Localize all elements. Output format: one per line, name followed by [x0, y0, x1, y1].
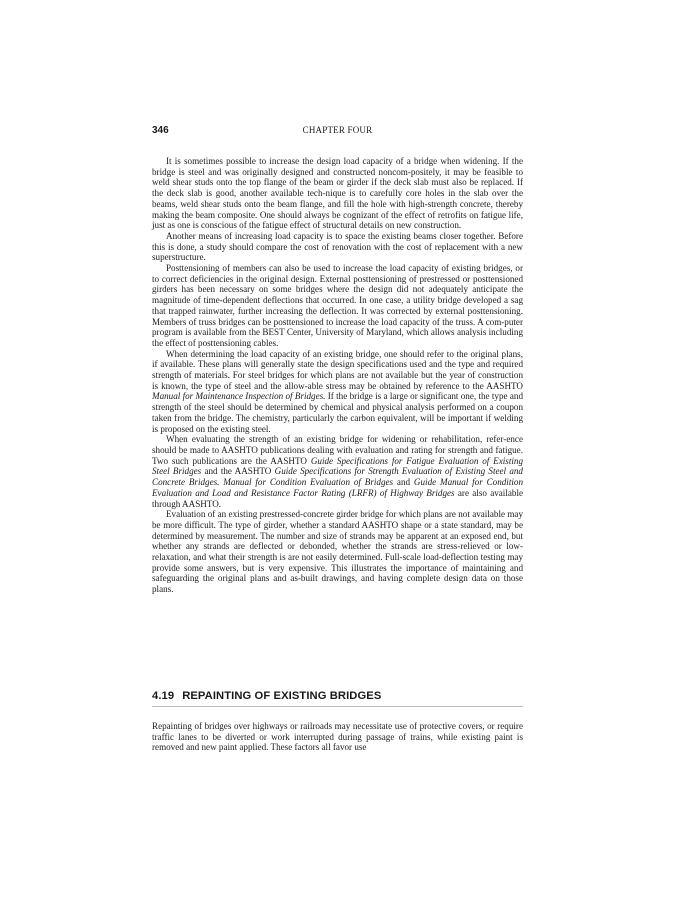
paragraph — [152, 231, 523, 263]
section-title: REPAINTING OF EXISTING BRIDGES — [182, 690, 382, 702]
section-heading — [152, 690, 523, 707]
paragraph — [152, 434, 523, 509]
paragraph-text: Posttensioning of members can also be used to increase the load capacity of existing bridges, or to correct deficiencies in the original design. External posttensioning of prestressed or posttensioned girders has been necessary on some bridges where the design did not adequately anticipate the magnitude of time-dependent deflections that occurred. In one case, a utility bridge developed a sag that trapped rainwater, further increasing the deflection. It was corrected by external posttensioning. Members of truss bridges can be posttensioned to increase the load capacity of the truss. A com-puter program is available from the BEST Center, University of Maryland, which allows analysis including the effect of posttensioning cables. — [152, 263, 523, 348]
chapter-title: CHAPTER FOUR — [302, 125, 373, 135]
paragraph — [152, 263, 523, 349]
paragraph-text: If the bridge is a large or significant one, the type and strength of the steel should be determined by chemical and physical analysis performed on a coupon taken from the bridge. The chemistry, particularly the carbon equivalent, will be important if welding is proposed on the existing steel. — [152, 391, 523, 434]
italic-title-text: Guide Manual for Condition Evaluation and Load and Resistance Factor Rating (LRFR) of Highway Bridges — [152, 477, 523, 498]
italic-title-text: Manual for Maintenance Inspection of Bridges. — [152, 391, 326, 402]
paragraph-text: are also available through AASHTO. — [152, 487, 524, 509]
italic-title-text: Guide Specifications for Strength Evaluation of Existing Steel and Concrete Bridges. Manual for Condition Evaluation of Bridges — [152, 466, 523, 488]
section-number: 4.19 — [152, 690, 175, 702]
paragraph-text: It is sometimes possible to increase the design load capacity of a bridge when widening. If the bridge is steel and was originally designed and constructed noncom-positely, it may be feasible to weld shear studs onto the top flange of the beam or girder if the deck slab must also be replaced. If the deck slab is good, another available tech-nique is to carefully core holes in the slab over the beams, weld shear studs onto the beam flange, and fill the hole with high-strength concrete, thereby making the beam composite. One should always be cognizant of the effect of retrofits on fatigue life, just as one is conscious of the fatigue effect of structural details on new construction. — [152, 156, 523, 231]
section-4-19 — [152, 690, 523, 753]
paragraph-text: When determining the load capacity of an existing bridge, one should refer to the original plans, if available. These plans will generally state the design specifications used and the type and required strength of materials. For steel bridges for which plans are not available but the year of construction is known, the type of steel and the allow-able stress may be obtained by reference to the AASHTO — [152, 348, 523, 391]
paragraph — [152, 509, 523, 595]
paragraph-text: and — [393, 477, 414, 488]
section-paragraph: Repainting of bridges over highways or railroads may necessitate use of protective covers, or require traffic lanes to be diverted or work interrupted during passage of trains, while existing paint is removed and new paint applied. These factors all favor use — [152, 721, 523, 753]
italic-title-text: Guide Specifications for Fatigue Evaluation of Existing Steel Bridges — [152, 455, 523, 477]
body-text — [152, 156, 523, 595]
paragraph — [152, 349, 523, 435]
paragraph-text: When evaluating the strength of an existing bridge for widening or rehabilitation, refer-ence should be made to AASHTO publications dealing with evaluation and rating for strength and fatigue. Two such publications are the AASHTO — [152, 434, 523, 466]
paragraph — [152, 156, 523, 231]
page-number: 346 — [152, 125, 169, 136]
paragraph-text: and the AASHTO — [201, 466, 275, 477]
paragraph-text: Evaluation of an existing prestressed-concrete girder bridge for which plans are not available may be more difficult. The type of girder, whether a standard AASHTO shape or a state standard, may be determined by measurement. The number and size of strands may be apparent at an exposed end, but whether any strands are deflected or debonded, whether the strands are stress-relieved or low-relaxation, and what their strength is are not easily determined. Full-scale load-deflection testing may provide some answers, but is very expensive. This illustrates the importance of maintaining and safeguarding the original plans and as-built drawings, and having complete design data on those plans. — [152, 509, 523, 595]
paragraph-text: Another means of increasing load capacity is to space the existing beams closer together. Before this is done, a study should compare the cost of renovation with the cost of replacement with a new superstructure. — [152, 230, 523, 263]
page-header — [152, 125, 523, 139]
section-body — [152, 721, 523, 753]
